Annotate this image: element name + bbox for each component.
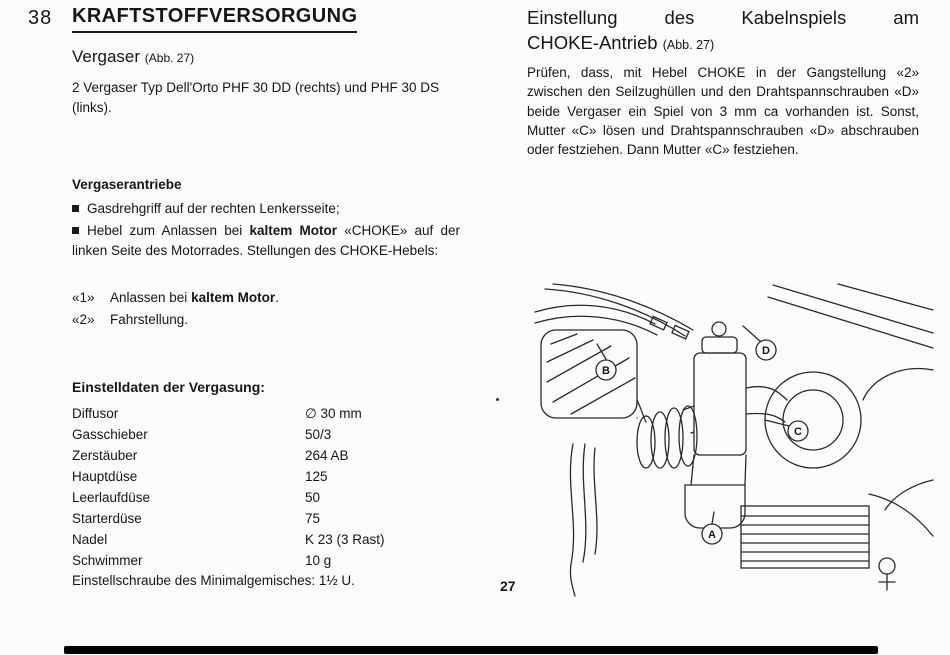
figure-label-a: A xyxy=(708,529,716,541)
spec-label: Leerlaufdüse xyxy=(72,490,151,505)
choke-position-1-bold: kaltem Motor xyxy=(191,290,276,305)
idle-mixture-note: Einstellschraube des Minimalgemisches: 1½ U. xyxy=(72,573,355,588)
spec-label: Starterdüse xyxy=(72,511,142,526)
spec-value: 50/3 xyxy=(305,427,332,442)
spec-value: 264 AB xyxy=(305,448,349,463)
table-row xyxy=(72,508,454,529)
chapter-title: KRAFTSTOFFVERSORGUNG xyxy=(72,5,357,33)
spec-label: Diffusor xyxy=(72,406,119,421)
heading-line-2 xyxy=(527,31,919,56)
figure-callouts xyxy=(596,340,808,544)
carburetor-spec-table xyxy=(72,403,454,571)
table-row xyxy=(72,424,454,445)
figure-label-c: C xyxy=(794,426,802,438)
table-row xyxy=(72,445,454,466)
spec-label: Hauptdüse xyxy=(72,469,138,484)
page-number: 38 xyxy=(28,7,53,29)
figure-27-illustration xyxy=(533,282,937,602)
table-row xyxy=(72,466,454,487)
section-heading-kabelspiel xyxy=(527,6,919,56)
choke-position-1 xyxy=(72,290,460,305)
bullet-item-2 xyxy=(72,221,460,260)
section-heading-vergaser xyxy=(72,47,194,67)
bullet-item-1 xyxy=(72,199,460,219)
bullet-2-text-pre: Hebel zum Anlassen bei xyxy=(87,223,250,238)
spec-value: 50 xyxy=(305,490,321,505)
kabelspiel-body-text: Prüfen, dass, mit Hebel CHOKE in der Gangstellung «2» zwischen den Seilzughüllen und den Drahtspannschrauben «D» beide Vergaser ein Spiel von 3 mm ca vorhanden ist. Sonst, Mutter «C» lösen und Drahtspannschrauben «D» abschrauben oder festziehen. Dann Mutter «C» festziehen. xyxy=(527,65,919,158)
figure-label-d: D xyxy=(762,345,770,357)
scan-artifact-bar xyxy=(64,646,878,654)
figure-reference: (Abb. 27) xyxy=(662,37,715,52)
figure-label-b: B xyxy=(602,365,610,377)
spec-label: Schwimmer xyxy=(72,553,143,568)
spec-label: Gasschieber xyxy=(72,427,148,442)
bullet-1-text: Gasdrehgriff auf der rechten Lenkersseite; xyxy=(87,201,340,216)
table-row xyxy=(72,529,454,550)
table-row xyxy=(72,403,454,424)
heading-line-1: Einstellung des Kabelnspiels am xyxy=(527,7,919,28)
choke-position-1-pre: Anlassen bei xyxy=(110,290,192,305)
spec-value: K 23 (3 Rast) xyxy=(305,532,385,547)
spec-label: Nadel xyxy=(72,532,108,547)
choke-position-2-text: Fahrstellung. xyxy=(110,312,189,327)
section-heading-vergaserantriebe: Vergaserantriebe xyxy=(72,177,182,192)
table-row xyxy=(72,550,454,571)
figure-reference: (Abb. 27) xyxy=(144,51,195,65)
bullet-2-text-post: «CHOKE» auf der linken Seite des Motorrades. Stellungen des CHOKE-Hebels: xyxy=(72,223,460,258)
bullet-2-text-bold: kaltem Motor xyxy=(249,223,337,238)
choke-position-1-post: . xyxy=(275,290,279,305)
figure-number: 27 xyxy=(500,578,516,594)
spec-value: 75 xyxy=(305,511,321,526)
choke-position-2-label: «2» xyxy=(72,312,95,327)
bullet-square-icon xyxy=(72,227,79,234)
spec-label: Zerstäuber xyxy=(72,448,138,463)
bullet-square-icon xyxy=(72,205,79,212)
section-heading-text: Vergaser xyxy=(72,47,141,66)
choke-position-1-label: «1» xyxy=(72,290,95,305)
table-row xyxy=(72,487,454,508)
scan-stray-dot xyxy=(496,398,499,401)
spec-value: 125 xyxy=(305,469,328,484)
section-heading-einstelldaten: Einstelldaten der Vergasung: xyxy=(72,379,265,395)
spec-value: 10 g xyxy=(305,553,332,568)
choke-position-2 xyxy=(72,312,460,327)
heading-line-2-text: CHOKE-Antrieb xyxy=(527,31,658,53)
carburetor-diagram xyxy=(533,282,937,602)
spec-value: ∅ 30 mm xyxy=(305,406,362,421)
vergaser-body-text: 2 Vergaser Typ Dell'Orto PHF 30 DD (rechts) und PHF 30 DS (links). xyxy=(72,80,439,115)
